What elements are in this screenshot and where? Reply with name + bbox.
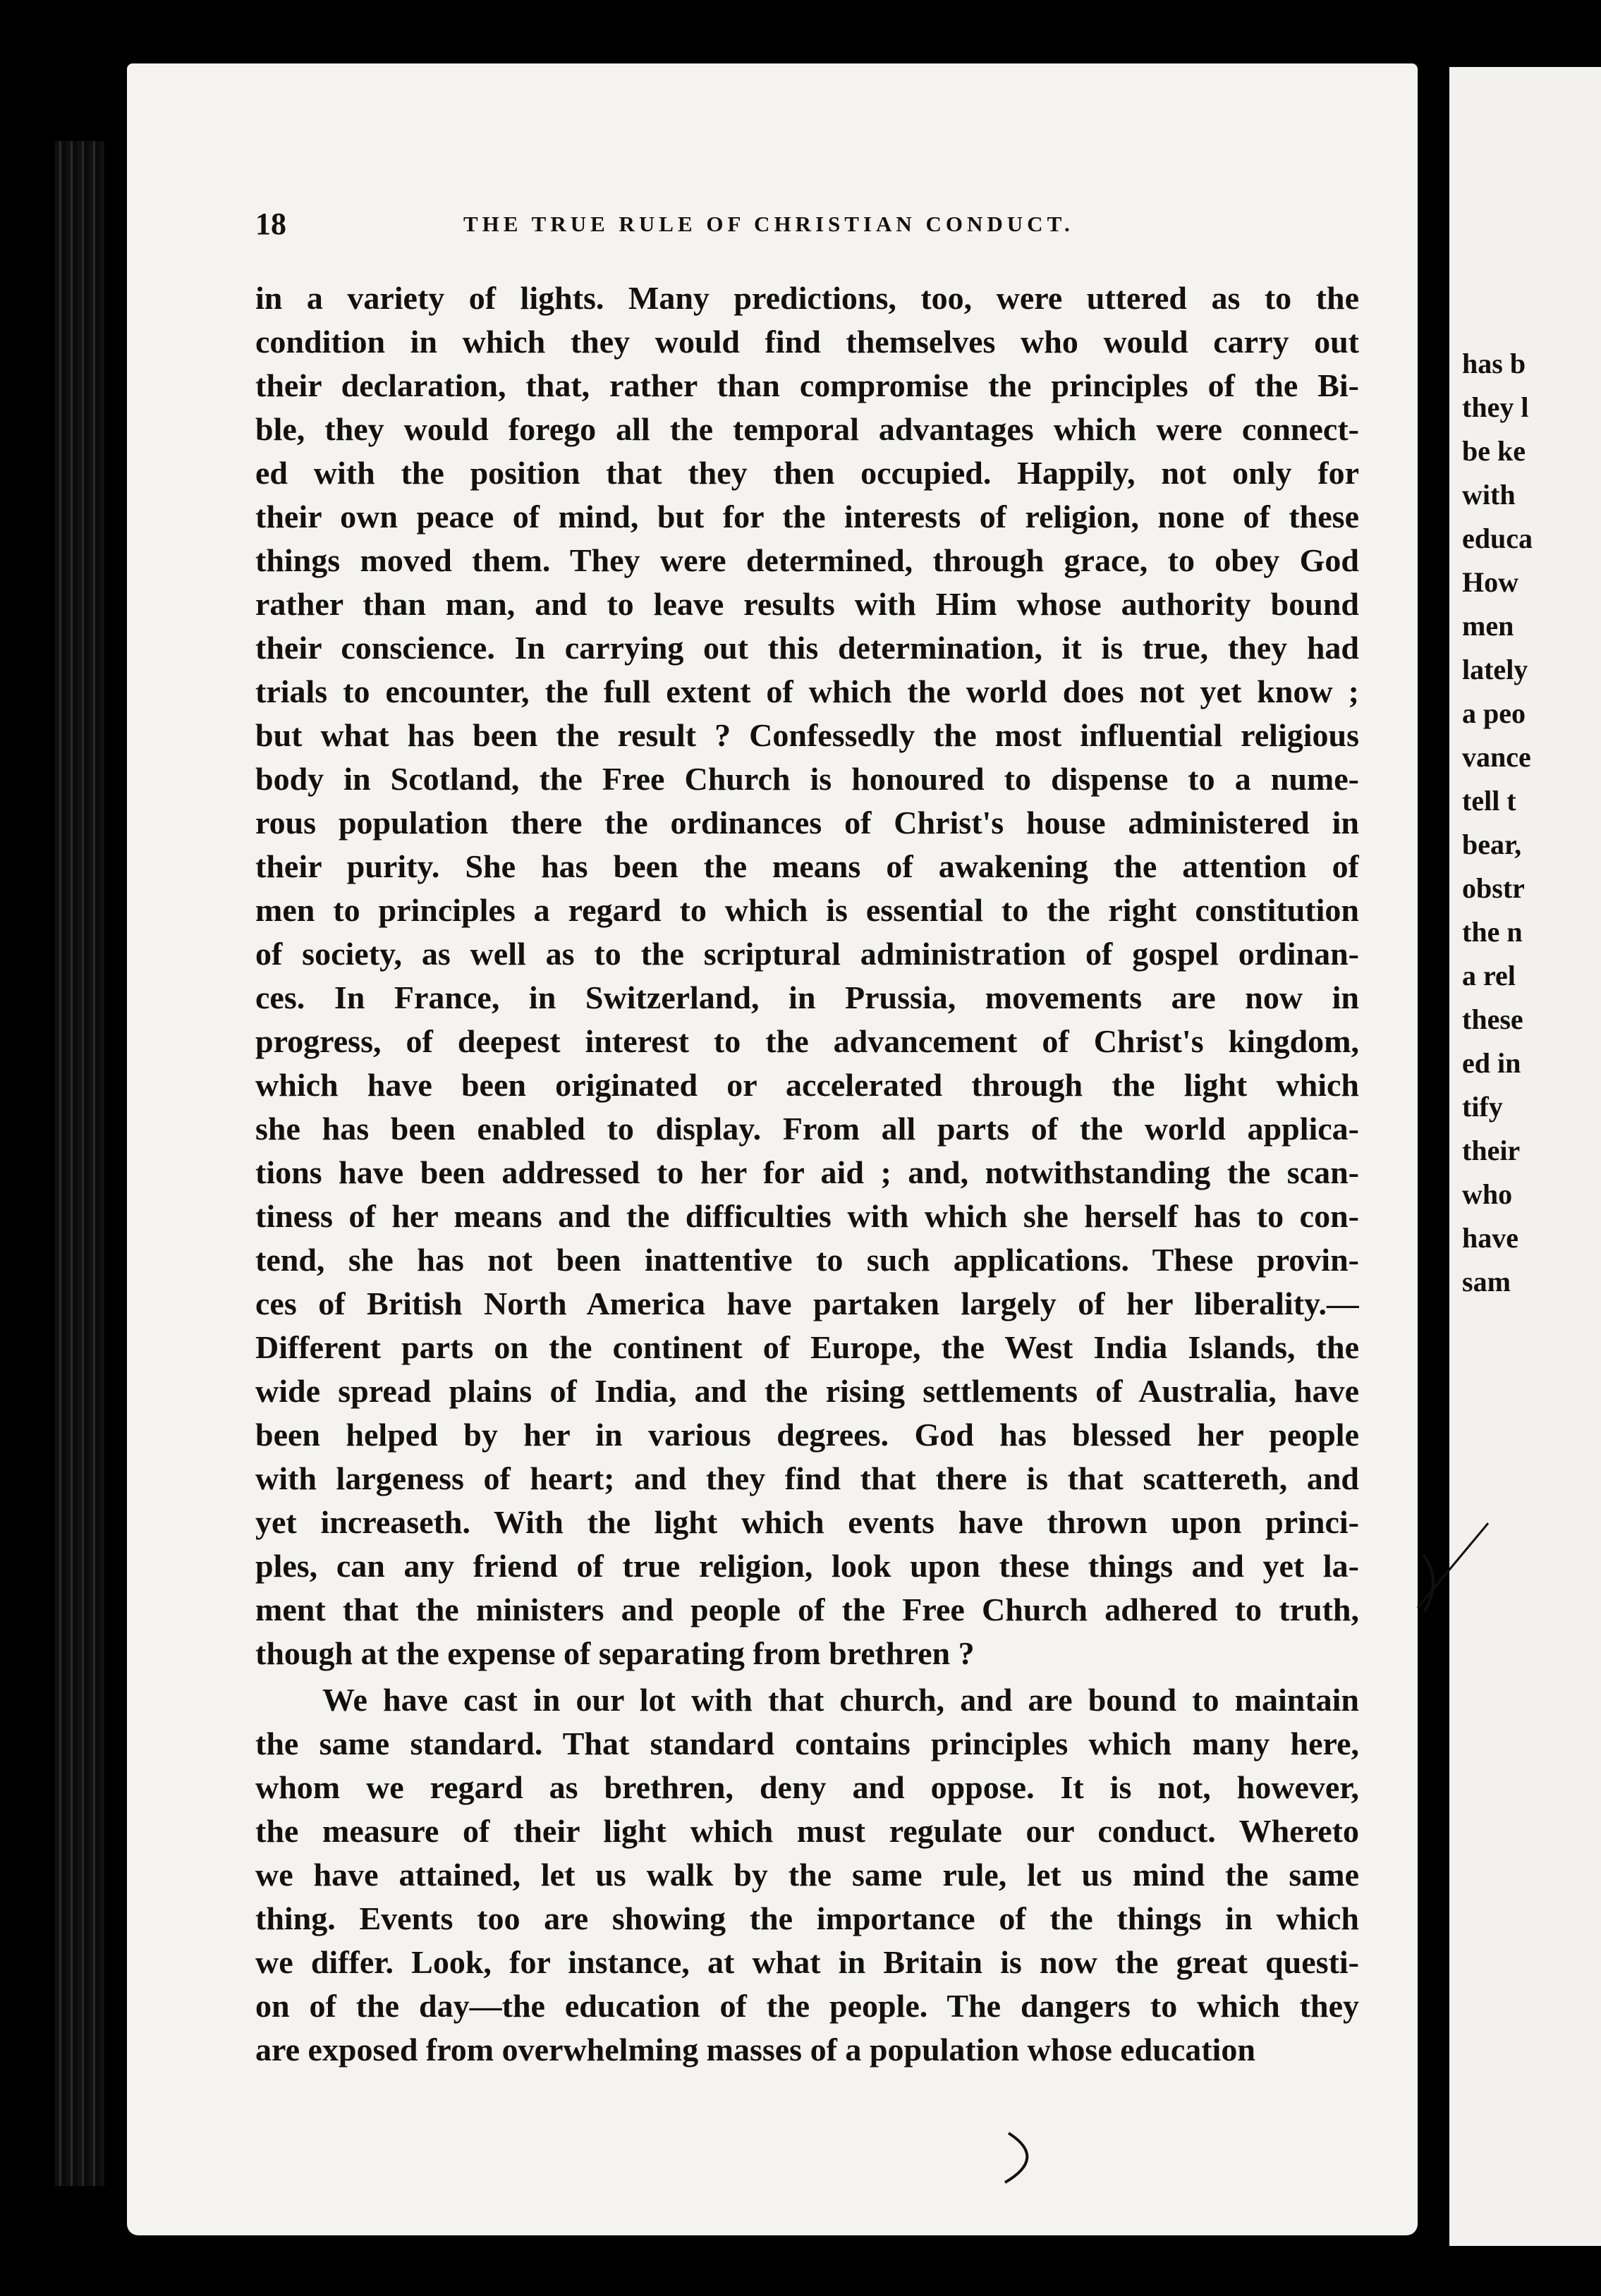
text-line: ble, they would forego all the temporal advantages which were connect- (255, 411, 1359, 447)
text-line: the measure of their light which must regulate our conduct. Whereto (255, 1813, 1359, 1849)
pen-mark (1418, 1551, 1446, 1615)
text-line: of society, as well as to the scriptural administration of gospel ordinan- (255, 936, 1359, 972)
text-line: body in Scotland, the Free Church is honoured to dispense to a nume- (255, 761, 1359, 797)
right-page-line-fragment: a rel (1462, 960, 1516, 991)
right-page-line-fragment: has b (1462, 348, 1526, 379)
page-number: 18 (255, 207, 286, 241)
right-page-line-fragment: obstr (1462, 872, 1525, 904)
text-line: are exposed from overwhelming masses of a population whose education (255, 2032, 1255, 2068)
text-line: ed with the position that they then occupied. Happily, not only for (255, 455, 1359, 491)
right-page-line-fragment: ed in (1462, 1047, 1521, 1079)
text-line: their conscience. In carrying out this determination, it is true, they had (255, 630, 1359, 666)
text-line: on of the day—the education of the people. The dangers to which they (255, 1988, 1359, 2024)
text-line: whom we regard as brethren, deny and oppose. It is not, however, (255, 1769, 1359, 1805)
text-line: been helped by her in various degrees. God has blessed her people (255, 1417, 1359, 1453)
text-line: rather than man, and to leave results with Him whose authority bound (255, 586, 1359, 622)
text-line: their purity. She has been the means of awakening the attention of (255, 848, 1359, 884)
text-line: ment that the ministers and people of the Free Church adhered to truth, (255, 1592, 1359, 1628)
text-line: condition in which they would find themselves who would carry out (255, 324, 1359, 360)
text-line: ces. In France, in Switzerland, in Prussia, movements are now in (255, 979, 1359, 1015)
text-line: in a variety of lights. Many predictions, too, were uttered as to the (255, 280, 1359, 316)
text-line: things moved them. They were determined, through grace, to obey God (255, 542, 1359, 578)
right-page-line-fragment: educa (1462, 523, 1533, 554)
text-line: the same standard. That standard contains principles which many here, (255, 1726, 1359, 1761)
right-page-line-fragment: who (1462, 1178, 1513, 1210)
text-line: progress, of deepest interest to the advancement of Christ's kingdom, (255, 1023, 1359, 1059)
text-line: tiness of her means and the difficulties with which she herself has to con- (255, 1198, 1359, 1234)
text-line: ples, can any friend of true religion, look upon these things and yet la- (255, 1548, 1359, 1584)
right-page-line-fragment: tell t (1462, 785, 1516, 817)
text-line: with largeness of heart; and they find that there is that scattereth, and (255, 1460, 1359, 1496)
right-page-line-fragment: be ke (1462, 435, 1526, 467)
right-page-line-fragment: with (1462, 479, 1516, 511)
right-page-line-fragment: men (1462, 610, 1514, 642)
right-page-line-fragment: tify (1462, 1091, 1503, 1123)
right-page-line-fragment: these (1462, 1003, 1523, 1035)
page-body (255, 276, 1359, 2072)
right-page-edge (1449, 67, 1601, 2246)
text-line: we differ. Look, for instance, at what in Britain is now the great questi- (255, 1944, 1359, 1980)
paragraph-1 (255, 276, 1359, 1675)
pen-mark (994, 2130, 1051, 2193)
right-page-line-fragment: sam (1462, 1266, 1511, 1297)
text-line: tions have been addressed to her for aid ; and, notwithstanding the scan- (255, 1154, 1359, 1190)
right-page-line-fragment: bear, (1462, 829, 1522, 860)
text-line: yet increaseth. With the light which events have thrown upon princi- (255, 1504, 1359, 1540)
right-page-line-fragment: have (1462, 1222, 1518, 1254)
right-page-line-fragment: a peo (1462, 697, 1526, 729)
text-line: we have attained, let us walk by the same rule, let us mind the same (255, 1857, 1359, 1893)
text-line: tend, she has not been inattentive to such applications. These provin- (255, 1242, 1359, 1278)
text-line: We have cast in our lot with that church, and are bound to maintain (322, 1682, 1359, 1718)
page-header (255, 206, 1356, 248)
text-line: their own peace of mind, but for the interests of religion, none of these (255, 499, 1359, 535)
text-line: which have been originated or accelerated through the light which (255, 1067, 1359, 1103)
right-page-line-fragment: their (1462, 1135, 1521, 1166)
right-page-line-fragment: they l (1462, 391, 1529, 423)
right-page-text (1462, 342, 1533, 1304)
right-page-line-fragment: the n (1462, 916, 1523, 948)
text-line: thing. Events too are showing the importance of the things in which (255, 1900, 1359, 1936)
right-page-line-fragment: lately (1462, 654, 1528, 685)
text-line: wide spread plains of India, and the rising settlements of Australia, have (255, 1373, 1359, 1409)
book-binding-shadow (55, 141, 104, 2186)
text-line: rous population there the ordinances of Christ's house administered in (255, 805, 1359, 841)
running-head: THE TRUE RULE OF CHRISTIAN CONDUCT. (463, 212, 1074, 236)
text-line: Different parts on the continent of Europe, the West India Islands, the (255, 1329, 1359, 1365)
text-line: their declaration, that, rather than compromise the principles of the Bi- (255, 367, 1359, 403)
text-line: ces of British North America have partaken largely of her liberality.— (255, 1286, 1359, 1321)
text-line: trials to encounter, the full extent of which the world does not yet know ; (255, 673, 1359, 709)
text-line: she has been enabled to display. From all parts of the world applica- (255, 1111, 1359, 1147)
right-page-line-fragment: How (1462, 566, 1518, 598)
text-line: but what has been the result ? Confessedly the most influential religious (255, 717, 1359, 753)
text-line: though at the expense of separating from brethren ? (255, 1635, 975, 1671)
right-page-line-fragment: vance (1462, 741, 1531, 773)
paragraph-2 (255, 1678, 1359, 2072)
text-line: men to principles a regard to which is essential to the right constitution (255, 892, 1359, 928)
